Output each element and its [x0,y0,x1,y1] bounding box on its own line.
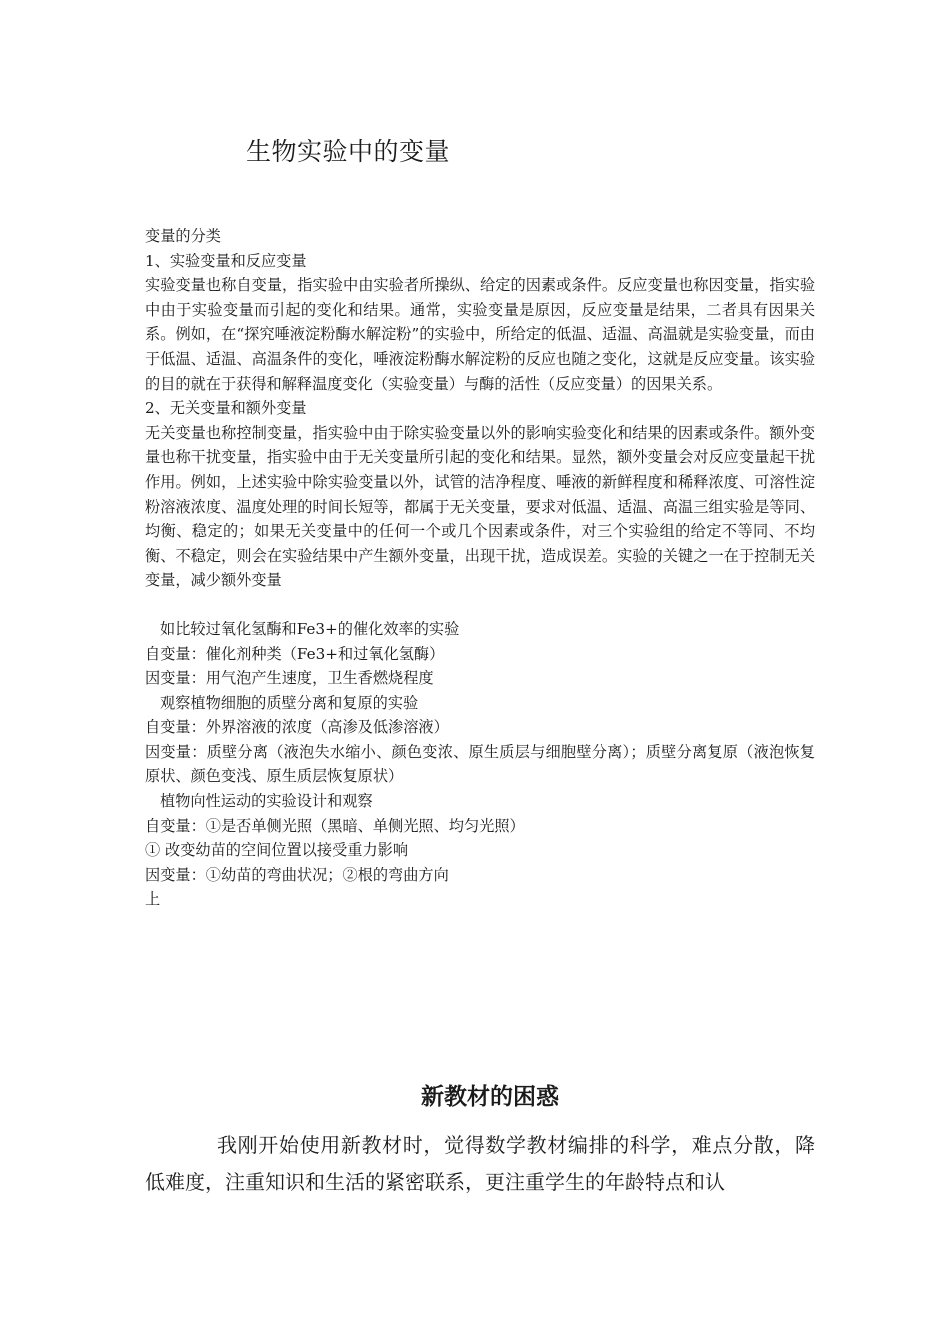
example-line: 自变量：外界溶液的浓度（高渗及低渗溶液） [145,718,449,737]
subsection-heading: 1、实验变量和反应变量 [145,251,307,270]
document-title: 生物实验中的变量 [246,137,451,166]
example-heading: 如比较过氧化氢酶和Fe3+的催化效率的实验 [160,619,460,638]
example-heading: 观察植物细胞的质壁分离和复原的实验 [160,693,419,712]
spacer [145,593,815,617]
example-line: 因变量：①幼苗的弯曲状况；②根的弯曲方向 [145,865,449,884]
second-document-body [145,1127,815,1201]
example-line: 因变量：用气泡产生速度，卫生香燃烧程度 [145,669,434,688]
paragraph: 无关变量也称控制变量，指实验中由于除实验变量以外的影响实验变化和结果的因素或条件。额外变量也称干扰变量，指实验中由于无关变量所引起的变化和结果。显然，额外变量会对反应变量起干扰作用。例如，上述实验中除实验变量以外，试管的洁净程度、唾液的新鲜程度和稀释浓度、可溶性淀粉溶液浓度、温度处理的时间长短等，都属于无关变量，要求对低温、适温、高温三组实验是等同、均衡、稳定的；如果无关变量中的任何一个或几个因素或条件，对三个实验组的给定不等同、不均衡、不稳定，则会在实验结果中产生额外变量，出现干扰，造成误差。实验的关键之一在于控制无关变量，减少额外变量 [145,423,815,590]
example-line: ① 改变幼苗的空间位置以接受重力影响 [145,841,409,860]
section-heading: 变量的分类 [145,227,221,245]
subsection-heading: 2、无关变量和额外变量 [145,399,307,418]
document-body [145,224,815,912]
example-line: 自变量：①是否单侧光照（黑暗、单侧光照、均匀光照） [145,816,525,835]
example-line: 自变量：催化剂种类（Fe3+和过氧化氢酶） [145,644,445,663]
second-document-title: 新教材的困惑 [421,1083,559,1110]
example-line: 因变量：质壁分离（液泡失水缩小、颜色变浓、原生质层与细胞壁分离）；质壁分离复原（液泡恢复原状、颜色变浅、原生质层恢复原状） [145,742,815,786]
example-line: 上 [145,890,161,909]
paragraph: 实验变量也称自变量，指实验中由实验者所操纵、给定的因素或条件。反应变量也称因变量，指实验中由于实验变量而引起的变化和结果。通常，实验变量是原因，反应变量是结果，二者具有因果关系。例如，在“探究唾液淀粉酶水解淀粉”的实验中，所给定的低温、适温、高温就是实验变量，而由于低温、适温、高温条件的变化，唾液淀粉酶水解淀粉的反应也随之变化，这就是反应变量。该实验的目的就在于获得和解释温度变化（实验变量）与酶的活性（反应变量）的因果关系。 [145,276,815,393]
example-heading: 植物向性运动的实验设计和观察 [160,792,373,811]
paragraph: 我刚开始使用新教材时，觉得数学教材编排的科学，难点分散，降低难度，注重知识和生活的紧密联系，更注重学生的年龄特点和认 [145,1133,815,1194]
